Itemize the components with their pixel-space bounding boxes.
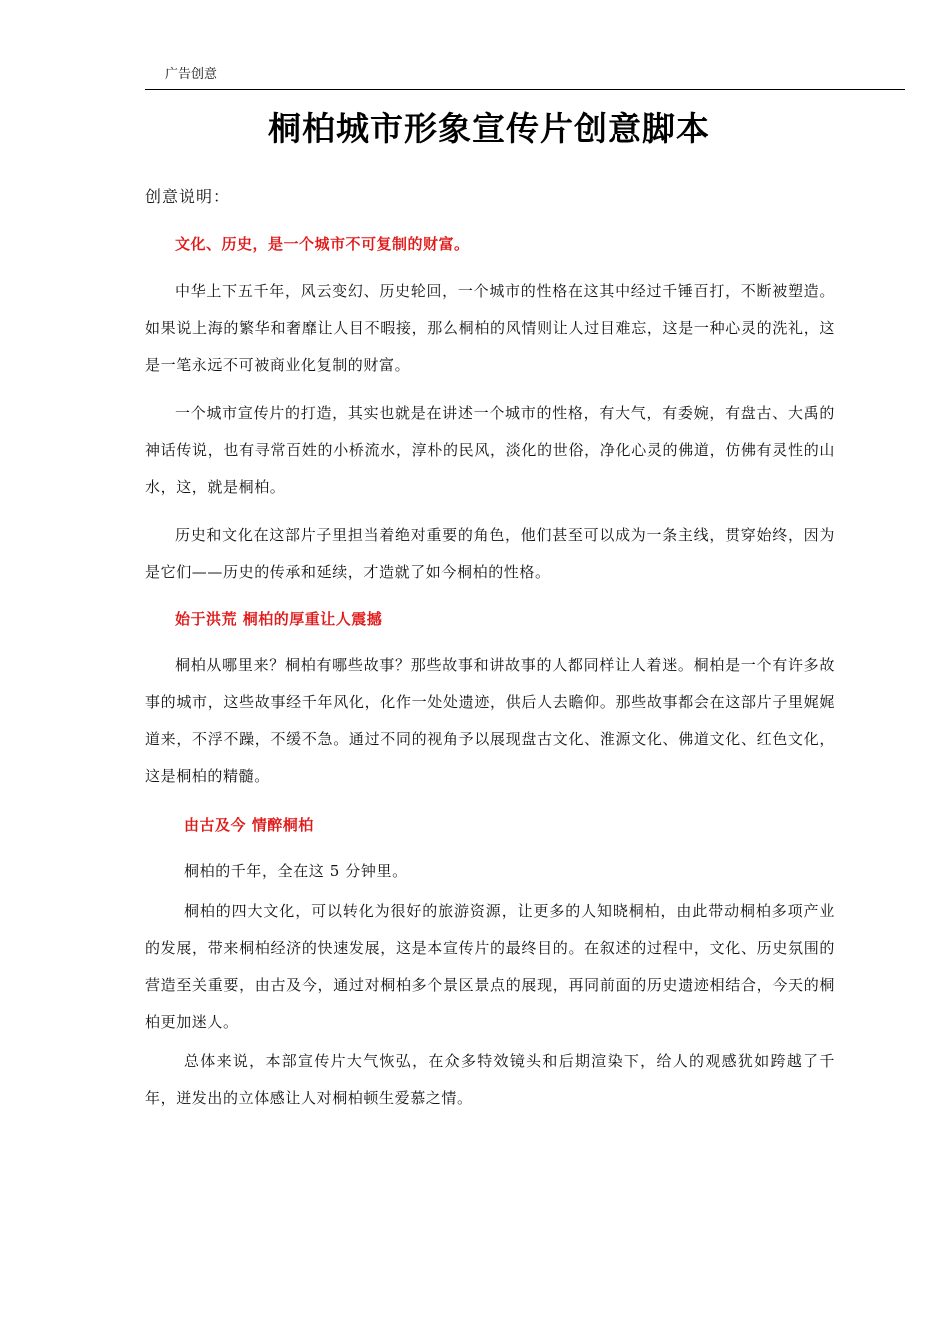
paragraph: 中华上下五千年，风云变幻、历史轮回，一个城市的性格在这其中经过千锤百打，不断被塑造。如果说上海的繁华和奢靡让人目不暇接，那么桐柏的风情则让人过目难忘，这是一种心灵的洗礼，这是一笔永远不可被商业化复制的财富。 <box>145 282 835 374</box>
paragraph: 一个城市宣传片的打造，其实也就是在讲述一个城市的性格，有大气，有委婉，有盘古、大禹的神话传说，也有寻常百姓的小桥流水，淳朴的民风，淡化的世俗，净化心灵的佛道，仿佛有灵性的山水，这，就是桐柏。 <box>145 404 835 496</box>
document-title: 桐柏城市形象宣传片创意脚本 <box>268 109 710 148</box>
intro-heading: 创意说明： <box>145 187 231 206</box>
section-heading-past-to-present: 由古及今 情醉桐柏 <box>184 816 314 834</box>
header-label: 广告创意 <box>165 67 218 82</box>
paragraph: 历史和文化在这部片子里担当着绝对重要的角色，他们甚至可以成为一条主线，贯穿始终，因为是它们——历史的传承和延续，才造就了如今桐柏的性格。 <box>145 526 835 581</box>
paragraph: 桐柏的千年，全在这 5 分钟里。 <box>184 862 408 880</box>
section-heading-culture-history: 文化、历史，是一个城市不可复制的财富。 <box>175 235 470 253</box>
section-heading-origins: 始于洪荒 桐柏的厚重让人震撼 <box>175 610 383 628</box>
paragraph: 总体来说，本部宣传片大气恢弘，在众多特效镜头和后期渲染下，给人的观感犹如跨越了千年，迸发出的立体感让人对桐柏顿生爱慕之情。 <box>145 1052 835 1107</box>
paragraph: 桐柏的四大文化，可以转化为很好的旅游资源，让更多的人知晓桐柏，由此带动桐柏多项产业的发展，带来桐柏经济的快速发展，这是本宣传片的最终目的。在叙述的过程中，文化、历史氛围的营造至关重要，由古及今，通过对桐柏多个景区景点的展现，再同前面的历史遗迹相结合，今天的桐柏更加迷人。 <box>145 902 835 1031</box>
header-divider <box>145 89 905 90</box>
paragraph: 桐柏从哪里来？桐柏有哪些故事？那些故事和讲故事的人都同样让人着迷。桐柏是一个有许多故事的城市，这些故事经千年风化，化作一处处遗迹，供后人去瞻仰。那些故事都会在这部片子里娓娓道来，不浮不躁，不缓不急。通过不同的视角予以展现盘古文化、淮源文化、佛道文化、红色文化，这是桐柏的精髓。 <box>145 656 835 785</box>
